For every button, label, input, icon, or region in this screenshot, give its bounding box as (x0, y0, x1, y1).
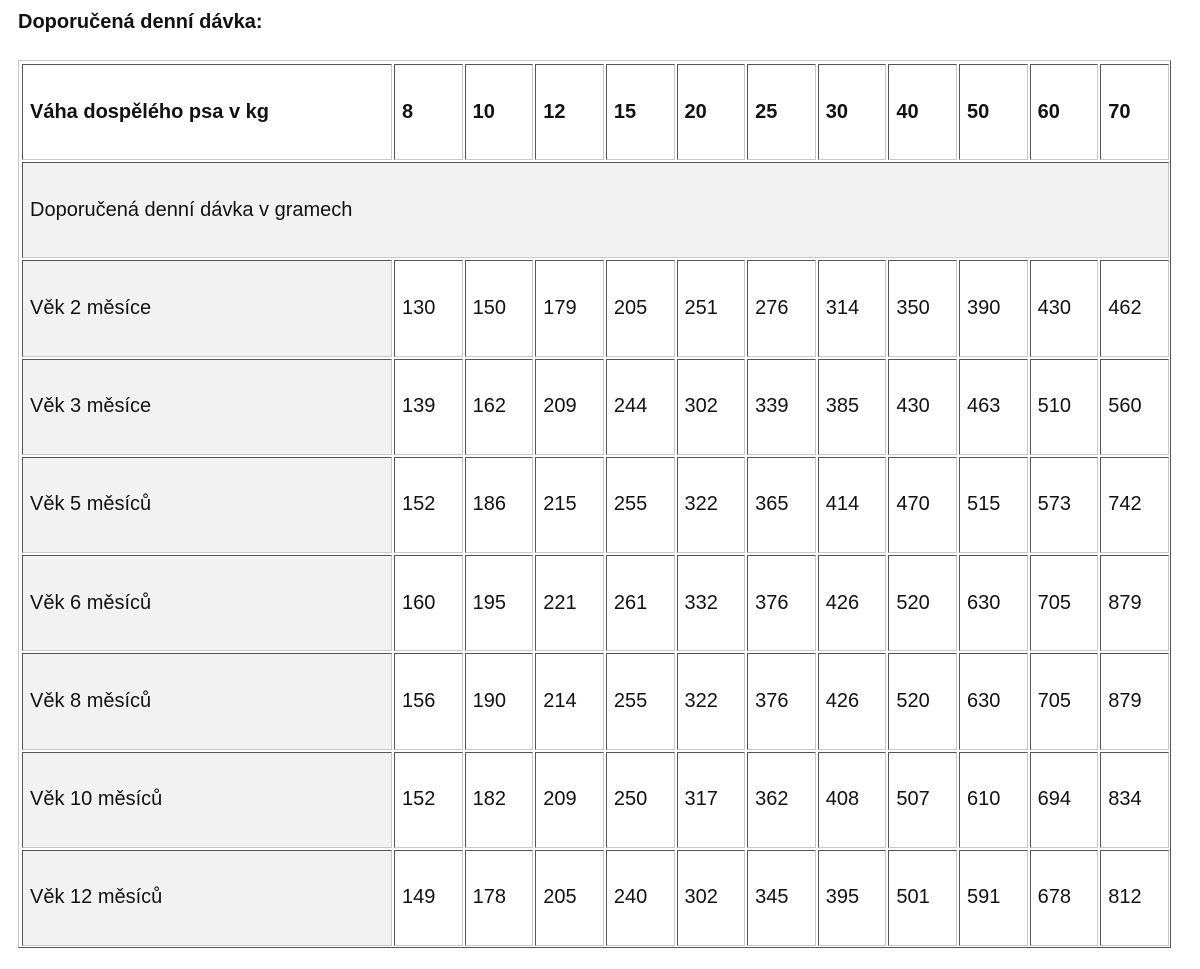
dose-cell: 501 (888, 850, 957, 946)
dose-cell: 345 (747, 850, 816, 946)
dose-cell: 205 (535, 850, 604, 946)
dose-cell: 150 (465, 260, 534, 356)
dose-cell: 162 (465, 359, 534, 455)
dose-cell: 630 (959, 653, 1028, 749)
dose-cell: 209 (535, 359, 604, 455)
dose-cell: 195 (465, 555, 534, 651)
row-label: Věk 12 měsíců (22, 850, 392, 946)
dose-cell: 215 (535, 457, 604, 553)
dose-cell: 205 (606, 260, 675, 356)
dose-cell: 255 (606, 457, 675, 553)
dose-cell: 322 (677, 457, 746, 553)
dose-cell: 630 (959, 555, 1028, 651)
weight-header-cell: 60 (1030, 64, 1099, 160)
dose-cell: 332 (677, 555, 746, 651)
dose-cell: 160 (394, 555, 463, 651)
dose-cell: 179 (535, 260, 604, 356)
dose-cell: 214 (535, 653, 604, 749)
dose-cell: 610 (959, 752, 1028, 848)
dose-cell: 470 (888, 457, 957, 553)
dose-cell: 339 (747, 359, 816, 455)
dose-cell: 705 (1030, 653, 1099, 749)
dose-cell: 350 (888, 260, 957, 356)
subheader-cell: Doporučená denní dávka v gramech (22, 162, 1169, 258)
dose-cell: 426 (818, 555, 887, 651)
dose-cell: 414 (818, 457, 887, 553)
dose-cell: 705 (1030, 555, 1099, 651)
weight-header-cell: 20 (677, 64, 746, 160)
weight-header-cell: 40 (888, 64, 957, 160)
dose-cell: 395 (818, 850, 887, 946)
dose-cell: 302 (677, 359, 746, 455)
dose-cell: 834 (1100, 752, 1169, 848)
dose-cell: 244 (606, 359, 675, 455)
dose-cell: 152 (394, 457, 463, 553)
weight-header-row (22, 64, 1169, 160)
row-label: Věk 10 měsíců (22, 752, 392, 848)
dose-cell: 515 (959, 457, 1028, 553)
dose-cell: 390 (959, 260, 1028, 356)
weight-header-cell: 30 (818, 64, 887, 160)
dose-cell: 130 (394, 260, 463, 356)
dose-cell: 812 (1100, 850, 1169, 946)
feeding-table-body (22, 64, 1169, 946)
table-row (22, 653, 1169, 749)
dose-cell: 426 (818, 653, 887, 749)
dose-cell: 221 (535, 555, 604, 651)
dose-cell: 156 (394, 653, 463, 749)
dose-cell: 507 (888, 752, 957, 848)
dose-cell: 520 (888, 555, 957, 651)
dose-cell: 879 (1100, 653, 1169, 749)
dose-cell: 250 (606, 752, 675, 848)
dose-cell: 376 (747, 653, 816, 749)
weight-header-cell: 25 (747, 64, 816, 160)
dose-cell: 430 (888, 359, 957, 455)
dose-cell: 694 (1030, 752, 1099, 848)
dose-cell: 678 (1030, 850, 1099, 946)
weight-header-cell: 10 (465, 64, 534, 160)
table-row (22, 850, 1169, 946)
dose-cell: 261 (606, 555, 675, 651)
dose-cell: 317 (677, 752, 746, 848)
dose-cell: 591 (959, 850, 1028, 946)
subheader-row (22, 162, 1169, 258)
dose-cell: 573 (1030, 457, 1099, 553)
table-row (22, 457, 1169, 553)
feeding-table-frame (18, 60, 1171, 948)
dose-cell: 322 (677, 653, 746, 749)
row-label: Věk 8 měsíců (22, 653, 392, 749)
dose-cell: 365 (747, 457, 816, 553)
dose-cell: 560 (1100, 359, 1169, 455)
feeding-table (20, 62, 1171, 948)
weight-header-cell: 70 (1100, 64, 1169, 160)
row-label: Věk 5 měsíců (22, 457, 392, 553)
row-label: Věk 3 měsíce (22, 359, 392, 455)
dose-cell: 879 (1100, 555, 1169, 651)
dose-cell: 314 (818, 260, 887, 356)
row-label: Věk 6 měsíců (22, 555, 392, 651)
weight-header-cell: 8 (394, 64, 463, 160)
dose-cell: 139 (394, 359, 463, 455)
dose-cell: 742 (1100, 457, 1169, 553)
dose-cell: 182 (465, 752, 534, 848)
dose-cell: 385 (818, 359, 887, 455)
table-row (22, 752, 1169, 848)
weight-header-cell: 15 (606, 64, 675, 160)
dose-cell: 190 (465, 653, 534, 749)
row-label: Věk 2 měsíce (22, 260, 392, 356)
dose-cell: 251 (677, 260, 746, 356)
dose-cell: 510 (1030, 359, 1099, 455)
dose-cell: 152 (394, 752, 463, 848)
table-row (22, 260, 1169, 356)
table-row (22, 359, 1169, 455)
dose-cell: 276 (747, 260, 816, 356)
dose-cell: 362 (747, 752, 816, 848)
weight-header-cell: 12 (535, 64, 604, 160)
dose-cell: 408 (818, 752, 887, 848)
weight-header-label: Váha dospělého psa v kg (22, 64, 392, 160)
dose-cell: 255 (606, 653, 675, 749)
dose-cell: 149 (394, 850, 463, 946)
dose-cell: 240 (606, 850, 675, 946)
dose-cell: 463 (959, 359, 1028, 455)
dose-cell: 376 (747, 555, 816, 651)
dose-cell: 302 (677, 850, 746, 946)
weight-header-cell: 50 (959, 64, 1028, 160)
dose-cell: 178 (465, 850, 534, 946)
dose-cell: 186 (465, 457, 534, 553)
page-heading: Doporučená denní dávka: (18, 11, 263, 33)
table-row (22, 555, 1169, 651)
dose-cell: 430 (1030, 260, 1099, 356)
dose-cell: 462 (1100, 260, 1169, 356)
dose-cell: 209 (535, 752, 604, 848)
dose-cell: 520 (888, 653, 957, 749)
